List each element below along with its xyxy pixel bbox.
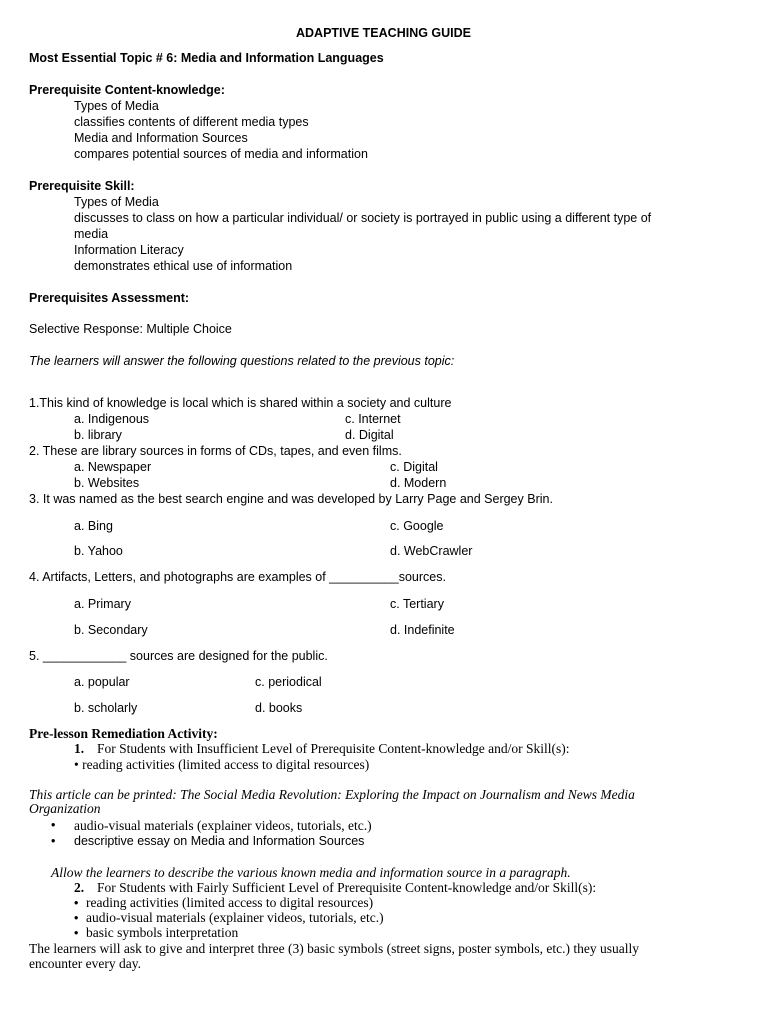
- choice-c: c. Internet: [345, 412, 401, 426]
- question-text: 3. It was named as the best search engine and was developed by Larry Page and Sergey Brin.: [29, 492, 553, 506]
- choice-c: c. Google: [390, 519, 444, 533]
- question-text: 1.This kind of knowledge is local which is shared within a society and culture: [29, 396, 452, 410]
- student-group-2-item: reading activities (limited access to digital resources): [86, 895, 374, 910]
- choice-b: b. scholarly: [74, 701, 138, 715]
- prereq-skill-item: media: [74, 227, 109, 241]
- document-title: ADAPTIVE TEACHING GUIDE: [296, 26, 472, 40]
- choice-d: d. Indefinite: [390, 623, 455, 637]
- student-group-2-item: audio-visual materials (explainer videos, tutorials, etc.): [86, 910, 384, 925]
- final-paragraph-cont: encounter every day.: [29, 956, 141, 971]
- question-text: 4. Artifacts, Letters, and photographs are examples of __________sources.: [29, 570, 446, 584]
- choice-d: d. books: [255, 701, 303, 715]
- prereq-skill-item: discusses to class on how a particular individual/ or society is portrayed in public using a different type of: [74, 211, 652, 225]
- prereq-skill-heading: Prerequisite Skill:: [29, 179, 135, 193]
- prereq-content-item: classifies contents of different media types: [74, 115, 309, 129]
- choice-d: d. Digital: [345, 428, 394, 442]
- bullet: •: [74, 911, 79, 925]
- choice-a: a. Bing: [74, 519, 113, 533]
- assessment-heading: Prerequisites Assessment:: [29, 291, 190, 305]
- choice-a: a. Indigenous: [74, 412, 150, 426]
- student-group-2: For Students with Fairly Sufficient Level of Prerequisite Content-knowledge and/or Skill(s):: [97, 880, 597, 895]
- student-group-1: For Students with Insufficient Level of Prerequisite Content-knowledge and/or Skill(s):: [97, 741, 570, 756]
- prereq-content-item: Media and Information Sources: [74, 131, 248, 145]
- student-group-2-item: basic symbols interpretation: [86, 925, 239, 940]
- prereq-content-item: compares potential sources of media and information: [74, 147, 368, 161]
- bullet-item: audio-visual materials (explainer videos, tutorials, etc.): [74, 818, 372, 833]
- question-text: 5. ____________ sources are designed for the public.: [29, 649, 328, 663]
- article-note: This article can be printed: The Social Media Revolution: Exploring the Impact on Journalism and News Media: [29, 787, 635, 802]
- choice-c: c. Digital: [390, 460, 438, 474]
- list-number: 1.: [74, 741, 85, 756]
- bullet: •: [51, 834, 56, 848]
- final-paragraph: The learners will ask to give and interpret three (3) basic symbols (street signs, poster symbols, etc.) they usually: [29, 941, 639, 956]
- bullet: •: [74, 896, 79, 910]
- bullet: •: [51, 818, 56, 832]
- choice-c: c. periodical: [255, 675, 322, 689]
- choice-b: b. Websites: [74, 476, 140, 490]
- choice-c: c. Tertiary: [390, 597, 444, 611]
- choice-a: a. Primary: [74, 597, 131, 611]
- choice-b: b. Secondary: [74, 623, 148, 637]
- bullet: •: [74, 926, 79, 940]
- choice-d: d. Modern: [390, 476, 447, 490]
- prereq-skill-item: Types of Media: [74, 195, 159, 209]
- question-text: 2. These are library sources in forms of CDs, tapes, and even films.: [29, 444, 402, 458]
- choice-d: d. WebCrawler: [390, 544, 473, 558]
- choice-a: a. Newspaper: [74, 460, 152, 474]
- choice-b: b. library: [74, 428, 122, 442]
- prereq-skill-item: demonstrates ethical use of information: [74, 259, 293, 273]
- prereq-skill-item: Information Literacy: [74, 243, 184, 257]
- assessment-type: Selective Response: Multiple Choice: [29, 322, 232, 336]
- prereq-content-item: Types of Media: [74, 99, 159, 113]
- assessment-instruction: The learners will answer the following questions related to the previous topic:: [29, 354, 455, 368]
- article-note-cont: Organization: [29, 801, 101, 816]
- prereq-content-heading: Prerequisite Content-knowledge:: [29, 83, 225, 97]
- student-group-1-item: • reading activities (limited access to digital resources): [74, 757, 370, 772]
- choice-a: a. popular: [74, 675, 130, 689]
- bullet-item: descriptive essay on Media and Information Sources: [74, 834, 365, 848]
- allow-note: Allow the learners to describe the various known media and information source in a paragraph.: [51, 865, 571, 880]
- list-number: 2.: [74, 880, 85, 895]
- choice-b: b. Yahoo: [74, 544, 123, 558]
- remediation-heading: Pre-lesson Remediation Activity:: [29, 726, 218, 741]
- topic-heading: Most Essential Topic # 6: Media and Information Languages: [29, 51, 384, 65]
